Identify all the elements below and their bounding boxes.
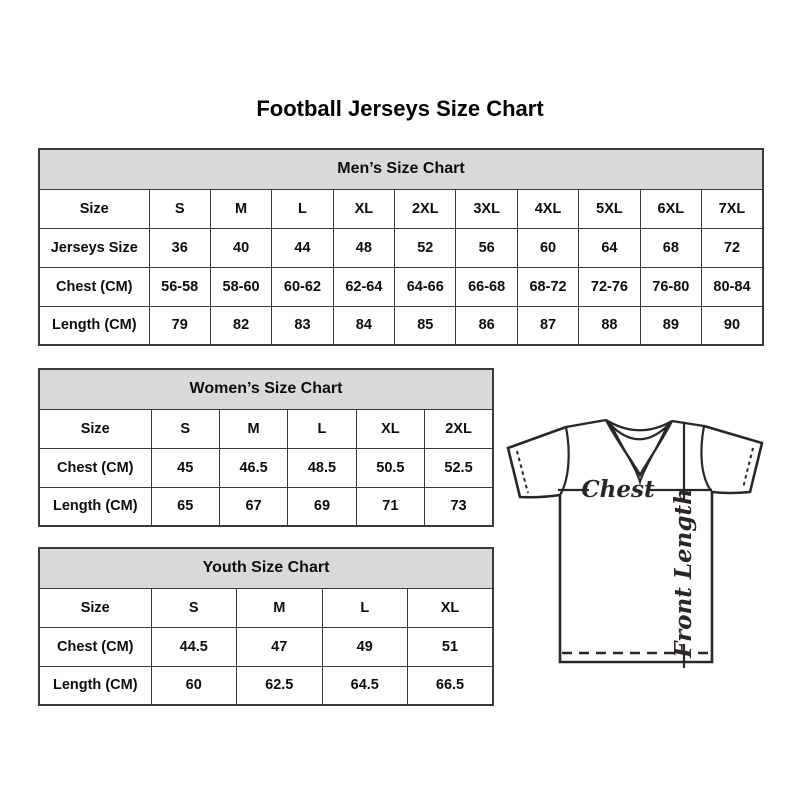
table-cell: 80-84 [702,267,763,306]
table-cell: 44.5 [151,627,237,666]
table-cell: 67 [219,487,287,526]
table-cell: 64-66 [395,267,456,306]
table-cell: 79 [149,306,210,345]
table-cell: 47 [237,627,323,666]
table-cell: 68 [640,228,701,267]
table-row [39,448,493,487]
row-label: Size [39,409,151,448]
table-row [39,189,763,228]
front-length-label: Front Length [670,488,697,658]
table-row [39,627,493,666]
table-cell: 48.5 [288,448,356,487]
table-row [39,487,493,526]
table-cell: M [219,409,287,448]
table-cell: XL [356,409,424,448]
table-cell: 58-60 [210,267,271,306]
table-cell: 66-68 [456,267,517,306]
table-cell: 62.5 [237,666,323,705]
mens-size-table [38,148,764,346]
table-cell: 49 [322,627,408,666]
table-cell: 66.5 [408,666,494,705]
table-cell: M [210,189,271,228]
row-label: Size [39,189,149,228]
row-label: Chest (CM) [39,448,151,487]
table-cell: S [151,409,219,448]
youth-table-title: Youth Size Chart [39,548,493,588]
table-cell: 7XL [702,189,763,228]
table-row [39,267,763,306]
table-cell: S [151,588,237,627]
table-cell: 5XL [579,189,640,228]
table-cell: 68-72 [517,267,578,306]
table-cell: 83 [272,306,333,345]
row-label: Size [39,588,151,627]
table-cell: 82 [210,306,271,345]
row-label: Length (CM) [39,487,151,526]
table-cell: XL [333,189,394,228]
youth-size-table [38,547,494,706]
table-cell: 90 [702,306,763,345]
table-cell: 60 [517,228,578,267]
table-cell: 52.5 [425,448,493,487]
table-cell: 72-76 [579,267,640,306]
table-cell: 56-58 [149,267,210,306]
jersey-measurement-diagram [503,398,775,683]
table-cell: 71 [356,487,424,526]
table-cell: 69 [288,487,356,526]
table-cell: 84 [333,306,394,345]
row-label: Length (CM) [39,666,151,705]
mens-table-header [39,149,763,189]
table-cell: L [322,588,408,627]
table-cell: L [272,189,333,228]
table-cell: 3XL [456,189,517,228]
jersey-body-fill [508,420,762,662]
table-cell: 76-80 [640,267,701,306]
table-cell: 88 [579,306,640,345]
youth-table-header [39,548,493,588]
table-cell: 52 [395,228,456,267]
table-cell: 44 [272,228,333,267]
table-cell: XL [408,588,494,627]
row-label: Length (CM) [39,306,149,345]
table-cell: 73 [425,487,493,526]
row-label: Chest (CM) [39,267,149,306]
table-row [39,409,493,448]
table-cell: 51 [408,627,494,666]
mens-table-title: Men’s Size Chart [39,149,763,189]
table-cell: 2XL [425,409,493,448]
table-cell: S [149,189,210,228]
table-row [39,306,763,345]
table-cell: 6XL [640,189,701,228]
womens-size-table [38,368,494,527]
table-cell: 40 [210,228,271,267]
table-cell: 56 [456,228,517,267]
chest-label: Chest [581,476,655,503]
table-cell: 65 [151,487,219,526]
table-cell: 2XL [395,189,456,228]
table-cell: 87 [517,306,578,345]
womens-table-header [39,369,493,409]
table-row [39,228,763,267]
table-cell: 85 [395,306,456,345]
table-cell: 62-64 [333,267,394,306]
table-cell: 60 [151,666,237,705]
table-cell: 64.5 [322,666,408,705]
table-cell: 86 [456,306,517,345]
table-cell: 48 [333,228,394,267]
table-cell: L [288,409,356,448]
table-cell: 4XL [517,189,578,228]
table-cell: 36 [149,228,210,267]
table-cell: 72 [702,228,763,267]
table-cell: 89 [640,306,701,345]
row-label: Chest (CM) [39,627,151,666]
womens-table-title: Women’s Size Chart [39,369,493,409]
table-cell: 50.5 [356,448,424,487]
page-title: Football Jerseys Size Chart [256,96,544,121]
table-row [39,588,493,627]
table-cell: 46.5 [219,448,287,487]
table-row [39,666,493,705]
row-label: Jerseys Size [39,228,149,267]
table-cell: 45 [151,448,219,487]
table-cell: M [237,588,323,627]
table-cell: 64 [579,228,640,267]
table-cell: 60-62 [272,267,333,306]
